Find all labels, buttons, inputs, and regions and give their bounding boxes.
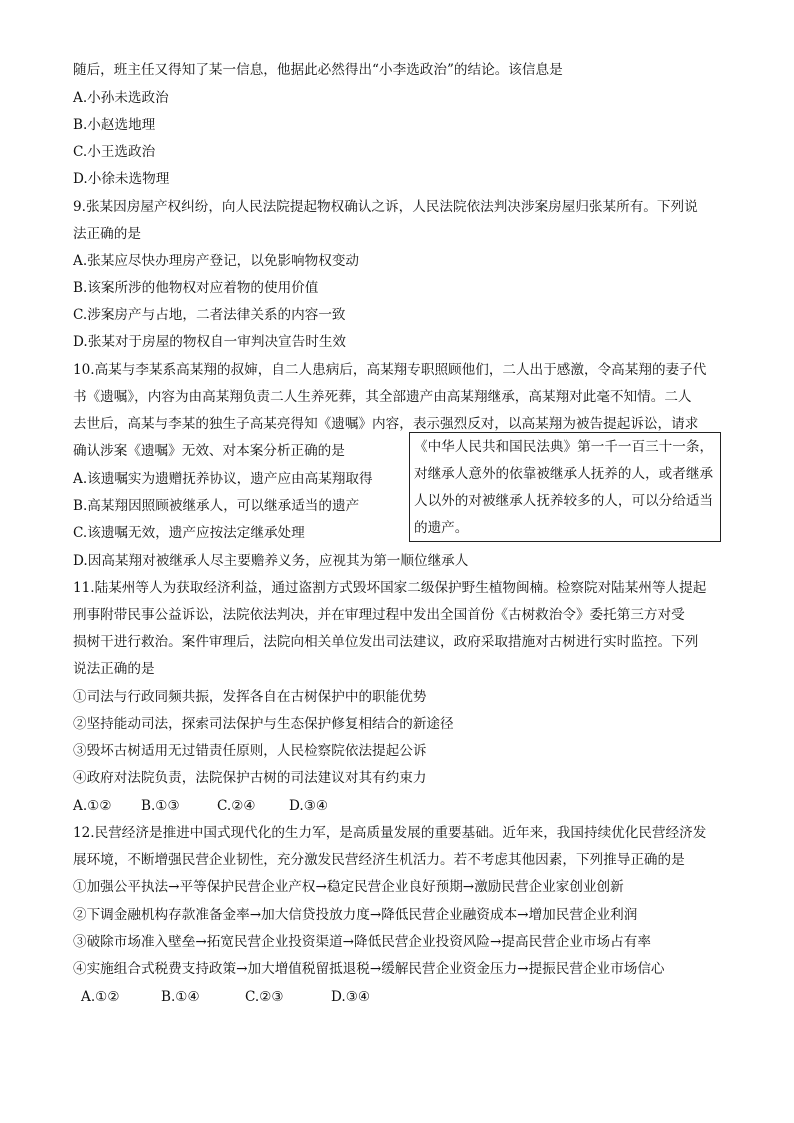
q11-option-c: C.②④	[217, 798, 256, 814]
q10-option-c: C.该遗嘱无效，遗产应按法定继承处理	[73, 525, 305, 541]
question-8-stem: 随后，班主任又得知了某一信息，他据此必然得出“小李选政治”的结论。该信息是	[73, 62, 563, 78]
q8-option-c: C.小王选政治	[73, 144, 156, 160]
q9-option-d: D.张某对于房屋的物权自一审判决宣告时生效	[73, 334, 347, 350]
q8-option-a: A.小孙未选政治	[73, 90, 169, 106]
q11-stem-line-3: 损树干进行救治。案件审理后，法院向相关单位发出司法建议，政府采取措施对古树进行实时监控。下列	[73, 634, 699, 650]
q9-option-c: C.涉案房产与占地，二者法律关系的内容一致	[73, 307, 346, 323]
q11-item-3: ③毁坏古树适用无过错责任原则，人民检察院依法提起公诉	[73, 743, 427, 759]
q10-option-a: A.该遗嘱实为遗赠抚养协议，遗产应由高某翔取得	[73, 471, 373, 487]
q11-stem-line-4: 说法正确的是	[73, 661, 155, 677]
q10-option-b: B.高某翔因照顾被继承人，可以继承适当的遗产	[73, 498, 360, 514]
q11-stem-line-1: 11.陆某州等人为获取经济利益，通过盗割方式毁坏国家二级保护野生植物闽楠。检察院对陆某州等人提起	[73, 580, 707, 596]
q11-options	[73, 796, 328, 816]
q12-item-3: ③破除市场准入壁垒→拓宽民营企业投资渠道→降低民营企业投资风险→提高民营企业市场占有率	[73, 934, 651, 950]
q10-option-d: D.因高某翔对被继承人尽主要赡养义务，应视其为第一顺位继承人	[73, 553, 469, 569]
q12-item-2: ②下调金融机构存款准备金率→加大信贷投放力度→降低民营企业融资成本→增加民营企业利润	[73, 907, 638, 923]
q9-option-a: A.张某应尽快办理房产登记，以免影响物权变动	[73, 253, 360, 269]
q10-stem-line-1: 10.高某与李某系高某翔的叔婶，自二人患病后，高某翔专职照顾他们，二人出于感激，令高某翔的妻子代	[73, 362, 707, 378]
q10-stem-line-3: 去世后，高某与李某的独生子高某亮得知《遗嘱》内容，表示强烈反对，以高某翔为被告提起诉讼，请求	[73, 416, 699, 432]
q12-option-b: B.①④	[161, 989, 200, 1005]
q12-item-4: ④实施组合式税费支持政策→加大增值税留抵退税→缓解民营企业资金压力→提振民营企业市场信心	[73, 961, 665, 977]
q9-stem-line-2: 法正确的是	[73, 226, 141, 242]
q11-item-4: ④政府对法院负责，法院保护古树的司法建议对其有约束力	[73, 770, 427, 786]
q8-option-d: D.小徐未选物理	[73, 171, 170, 187]
q12-item-1: ①加强公平执法→平等保护民营企业产权→稳定民营企业良好预期→激励民营企业家创业创新	[73, 879, 624, 895]
q11-item-2: ②坚持能动司法，探索司法保护与生态保护修复相结合的新途径	[73, 716, 454, 732]
q11-option-d: D.③④	[289, 798, 329, 814]
q11-stem-line-2: 刑事附带民事公益诉讼，法院依法判决，并在审理过程中发出全国首份《古树救治令》委托第三方对受	[73, 607, 685, 623]
q9-stem-line-1: 9.张某因房屋产权纠纷，向人民法院提起物权确认之诉，人民法院依法判决涉案房屋归张某所有。下列说	[73, 199, 698, 215]
civil-code-article-box: 《中华人民共和国民法典》第一千一百三十一条，对继承人意外的依靠被继承人抚养的人，或者继承人以外的对被继承人抚养较多的人，可以分给适当的遗产。	[409, 432, 721, 542]
q12-stem-line-2: 展环境，不断增强民营企业韧性，充分激发民营经济生机活力。若不考虑其他因素，下列推导正确的是	[73, 852, 685, 868]
q9-option-b: B.该案所涉的他物权对应着物的使用价值	[73, 280, 319, 296]
q8-option-b: B.小赵选地理	[73, 117, 156, 133]
q12-option-c: C.②③	[245, 989, 284, 1005]
q11-option-b: B.①③	[141, 798, 180, 814]
q12-option-a: A.①②	[81, 989, 120, 1005]
q10-stem-line-2: 书《遗嘱》，内容为由高某翔负责二人生养死葬，其全部遗产由高某翔继承，高某翔对此毫不知情。二人	[73, 389, 692, 405]
q10-stem-line-4: 确认涉案《遗嘱》无效、对本案分析正确的是	[73, 443, 345, 459]
q11-item-1: ①司法与行政同频共振，发挥各自在古树保护中的职能优势	[73, 689, 427, 705]
q12-stem-line-1: 12.民营经济是推进中国式现代化的生力军，是高质量发展的重要基础。近年来，我国持续优化民营经济发	[73, 825, 707, 841]
q11-option-a: A.①②	[73, 798, 112, 814]
q12-options	[81, 987, 370, 1007]
q12-option-d: D.③④	[331, 989, 371, 1005]
